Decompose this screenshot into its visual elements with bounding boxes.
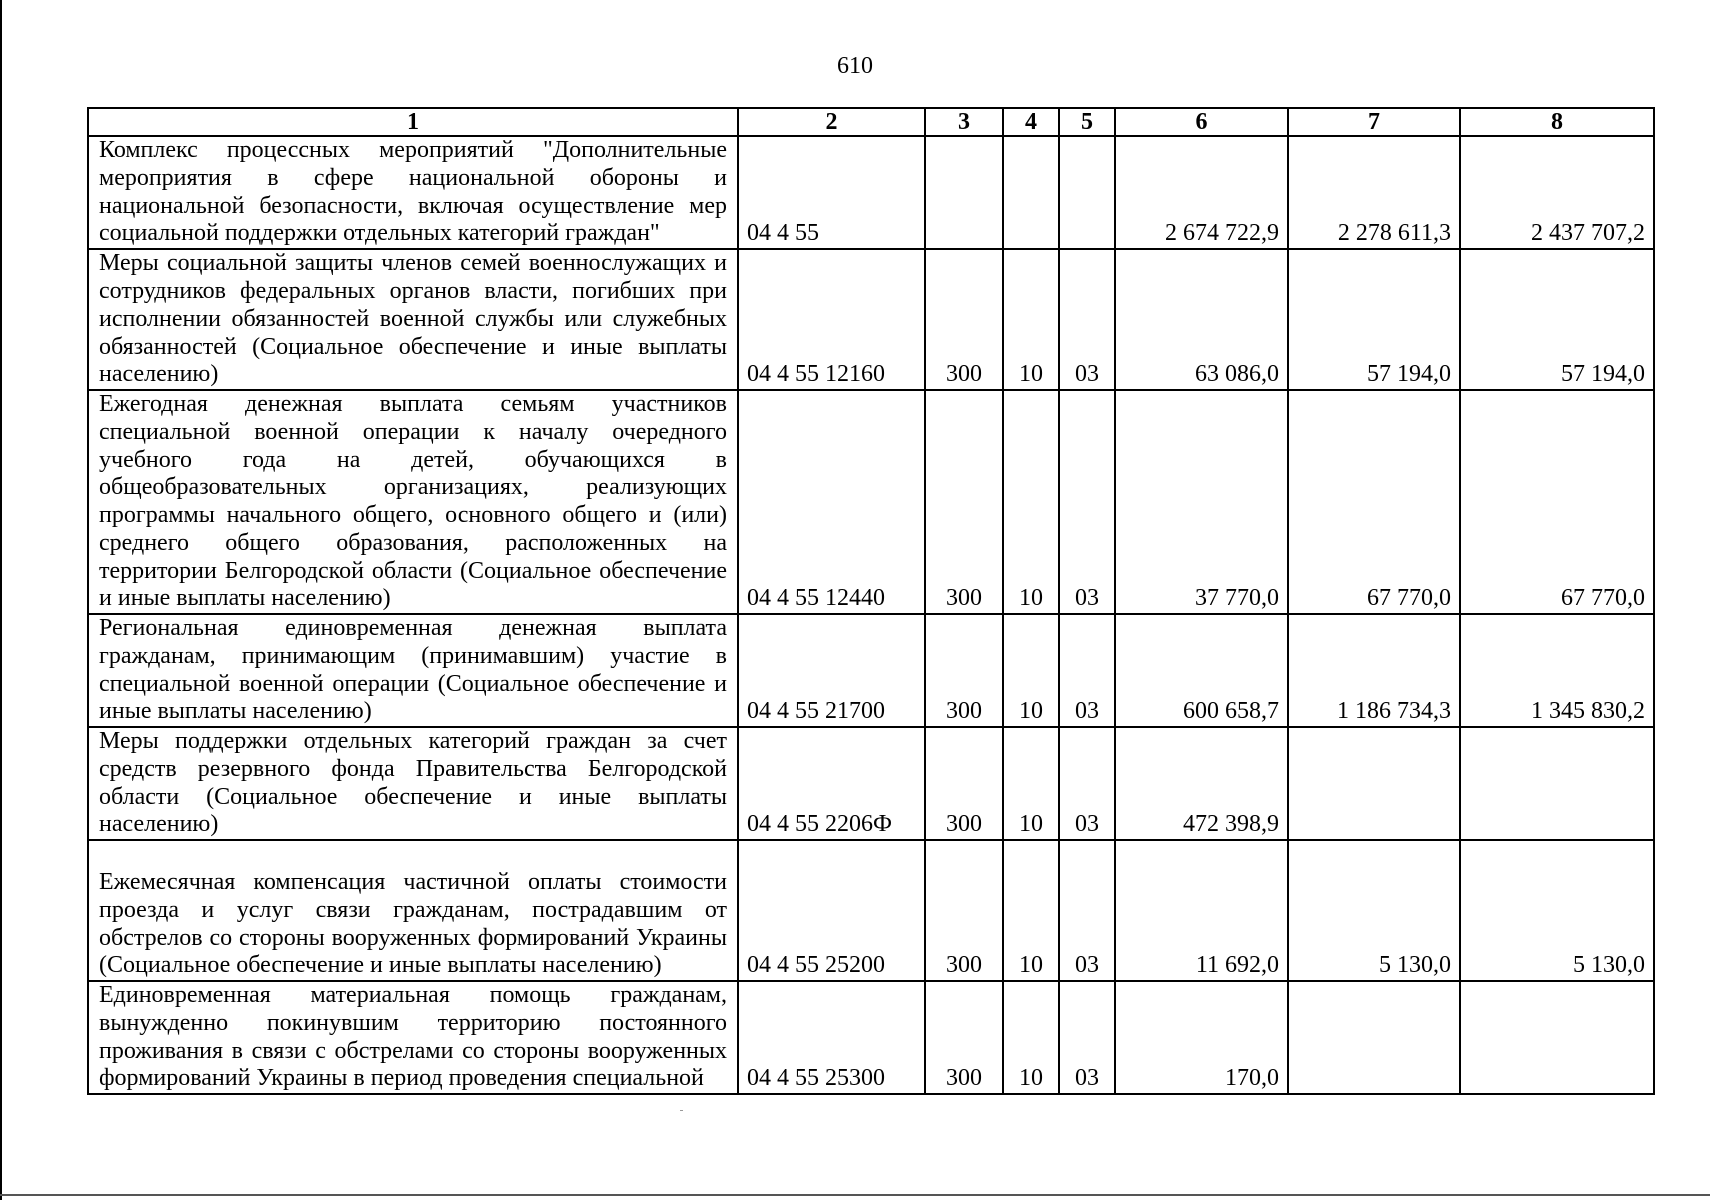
row-col-4: 10 xyxy=(1003,390,1059,614)
row-col-6: 37 770,0 xyxy=(1115,390,1288,614)
row-code: 04 4 55 12160 xyxy=(738,249,925,390)
row-code: 04 4 55 xyxy=(738,136,925,249)
row-col-3: 300 xyxy=(925,840,1003,981)
row-col-4 xyxy=(1003,136,1059,249)
table-row xyxy=(88,136,1654,249)
row-name: Ежегодная денежная выплата семьям участников специальной военной операции к началу очередного учебного года на детей, обучающихся в общеобразовательных организациях, реализующих программы начального общего, основного общего и (или) среднего общего образования, расположенных на территории Белгородской области (Социальное обеспечение и иные выплаты населению) xyxy=(88,390,738,614)
row-col-7: 5 130,0 xyxy=(1288,840,1460,981)
row-col-3: 300 xyxy=(925,249,1003,390)
row-col-3: 300 xyxy=(925,390,1003,614)
row-code: 04 4 55 21700 xyxy=(738,614,925,727)
row-col-8: 2 437 707,2 xyxy=(1460,136,1654,249)
row-name: Меры социальной защиты членов семей военнослужащих и сотрудников федеральных органов власти, погибших при исполнении обязанностей военной службы или служебных обязанностей (Социальное обеспечение и иные выплаты населению) xyxy=(88,249,738,390)
header-col-1: 1 xyxy=(88,108,738,136)
row-code: 04 4 55 25200 xyxy=(738,840,925,981)
header-col-7: 7 xyxy=(1288,108,1460,136)
header-col-6: 6 xyxy=(1115,108,1288,136)
table-row xyxy=(88,727,1654,840)
row-col-8: 5 130,0 xyxy=(1460,840,1654,981)
row-col-5: 03 xyxy=(1059,981,1115,1094)
row-col-8: 1 345 830,2 xyxy=(1460,614,1654,727)
row-col-5: 03 xyxy=(1059,614,1115,727)
row-col-6: 600 658,7 xyxy=(1115,614,1288,727)
row-col-4: 10 xyxy=(1003,249,1059,390)
row-col-7: 2 278 611,3 xyxy=(1288,136,1460,249)
row-col-8: 67 770,0 xyxy=(1460,390,1654,614)
row-col-5: 03 xyxy=(1059,390,1115,614)
header-col-2: 2 xyxy=(738,108,925,136)
row-col-5: 03 xyxy=(1059,249,1115,390)
row-code: 04 4 55 12440 xyxy=(738,390,925,614)
row-col-3: 300 xyxy=(925,981,1003,1094)
row-col-6: 170,0 xyxy=(1115,981,1288,1094)
table-row xyxy=(88,840,1654,981)
row-col-3: 300 xyxy=(925,727,1003,840)
page-number: 610 xyxy=(837,53,873,79)
scan-edge-bottom xyxy=(0,1194,1710,1196)
row-col-3: 300 xyxy=(925,614,1003,727)
row-col-4: 10 xyxy=(1003,614,1059,727)
scan-artifact xyxy=(680,1110,683,1111)
row-col-6: 472 398,9 xyxy=(1115,727,1288,840)
row-name: Комплекс процессных мероприятий "Дополнительные мероприятия в сфере национальной обороны и национальной безопасности, включая осуществление мер социальной поддержки отдельных категорий граждан" xyxy=(88,136,738,249)
row-col-7: 1 186 734,3 xyxy=(1288,614,1460,727)
row-col-7 xyxy=(1288,727,1460,840)
row-col-7 xyxy=(1288,981,1460,1094)
table-row xyxy=(88,981,1654,1094)
header-col-5: 5 xyxy=(1059,108,1115,136)
row-name: Региональная единовременная денежная выплата гражданам, принимающим (принимавшим) участие в специальной военной операции (Социальное обеспечение и иные выплаты населению) xyxy=(88,614,738,727)
header-col-4: 4 xyxy=(1003,108,1059,136)
row-col-4: 10 xyxy=(1003,840,1059,981)
table-row xyxy=(88,390,1654,614)
budget-table xyxy=(87,107,1655,1095)
row-col-4: 10 xyxy=(1003,727,1059,840)
row-code: 04 4 55 2206Ф xyxy=(738,727,925,840)
row-col-6: 11 692,0 xyxy=(1115,840,1288,981)
row-col-3 xyxy=(925,136,1003,249)
scan-edge-left xyxy=(0,0,2,1200)
row-col-8 xyxy=(1460,727,1654,840)
header-row xyxy=(88,108,1654,136)
row-code: 04 4 55 25300 xyxy=(738,981,925,1094)
row-col-6: 63 086,0 xyxy=(1115,249,1288,390)
row-col-8 xyxy=(1460,981,1654,1094)
header-col-8: 8 xyxy=(1460,108,1654,136)
table-row xyxy=(88,614,1654,727)
row-name: Ежемесячная компенсация частичной оплаты стоимости проезда и услуг связи гражданам, пострадавшим от обстрелов со стороны вооруженных формирований Украины (Социальное обеспечение и иные выплаты населению) xyxy=(88,840,738,981)
row-col-5 xyxy=(1059,136,1115,249)
row-col-4: 10 xyxy=(1003,981,1059,1094)
row-col-5: 03 xyxy=(1059,840,1115,981)
row-col-6: 2 674 722,9 xyxy=(1115,136,1288,249)
row-col-5: 03 xyxy=(1059,727,1115,840)
header-col-3: 3 xyxy=(925,108,1003,136)
row-col-7: 67 770,0 xyxy=(1288,390,1460,614)
row-col-7: 57 194,0 xyxy=(1288,249,1460,390)
row-name: Меры поддержки отдельных категорий граждан за счет средств резервного фонда Правительства Белгородской области (Социальное обеспечение и иные выплаты населению) xyxy=(88,727,738,840)
table-row xyxy=(88,249,1654,390)
row-col-8: 57 194,0 xyxy=(1460,249,1654,390)
row-name: Единовременная материальная помощь гражданам, вынужденно покинувшим территорию постоянного проживания в связи с обстрелами со стороны вооруженных формирований Украины в период проведения специальной xyxy=(88,981,738,1094)
